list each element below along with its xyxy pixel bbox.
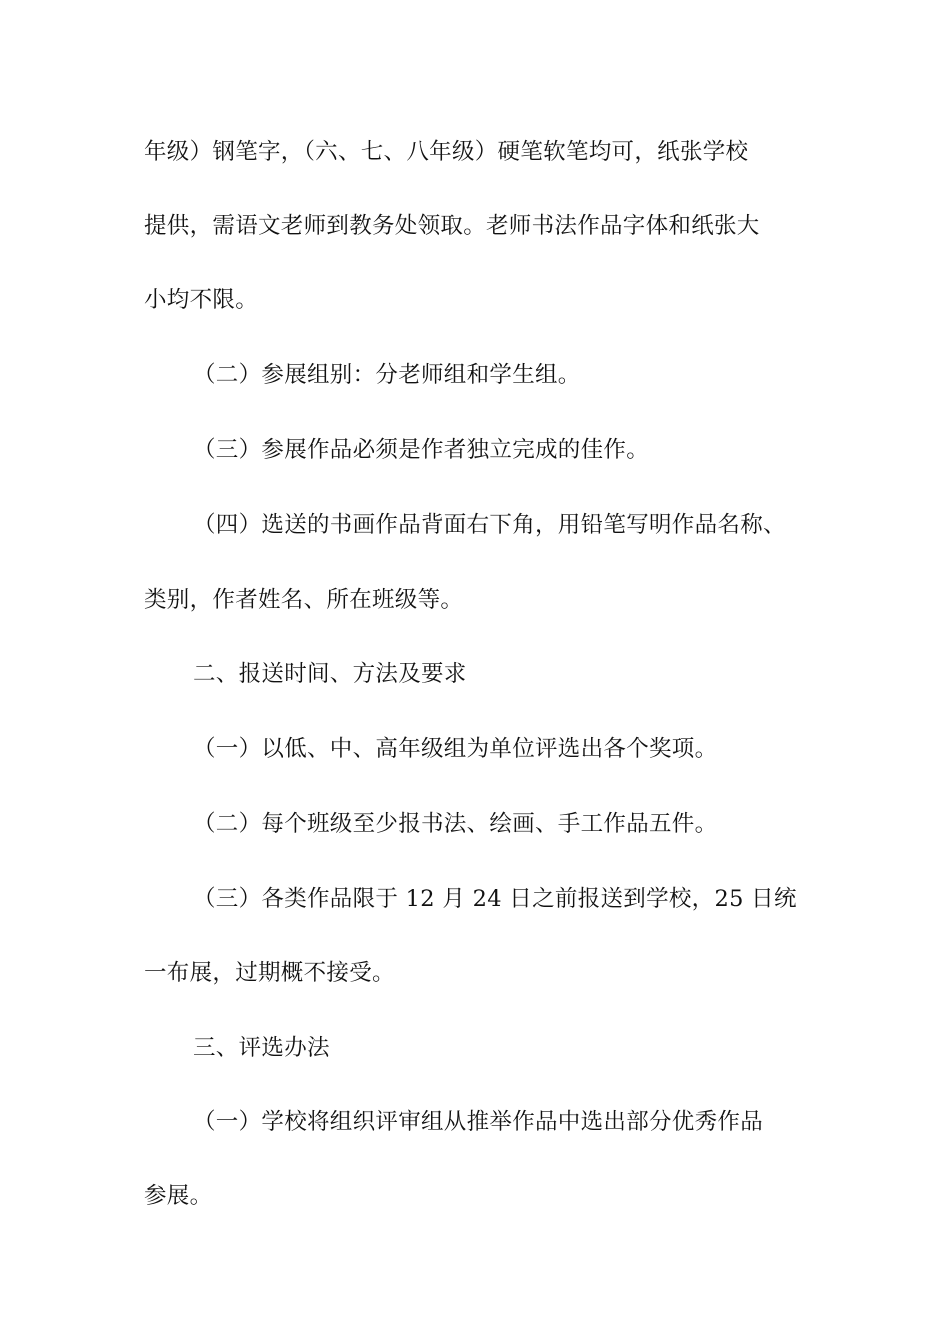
text-line: 年级）钢笔字，（六、七、八年级）硬笔软笔均可，纸张学校 (144, 139, 749, 165)
section-heading: 三、评选办法 (193, 1035, 330, 1061)
text-line: （一）以低、中、高年级组为单位评选出各个奖项。 (193, 736, 718, 762)
text-line: 提供，需语文老师到教务处领取。老师书法作品字体和纸张大 (144, 213, 760, 239)
text-line: （二）每个班级至少报书法、绘画、手工作品五件。 (193, 811, 718, 837)
text-line: 参展。 (144, 1183, 213, 1209)
text-line: 一布展，过期概不接受。 (144, 960, 395, 986)
text-line: （三）各类作品限于 12 月 24 日之前报送到学校，25 日统 (193, 886, 797, 912)
text-line: （四）选送的书画作品背面右下角，用铅笔写明作品名称、 (193, 512, 786, 538)
text-line: 类别，作者姓名、所在班级等。 (144, 587, 464, 613)
text-line: （二）参展组别：分老师组和学生组。 (193, 362, 581, 388)
section-heading: 二、报送时间、方法及要求 (193, 661, 467, 687)
text-line: 小均不限。 (144, 287, 259, 313)
text-line: （三）参展作品必须是作者独立完成的佳作。 (193, 437, 650, 463)
text-line: （一）学校将组织评审组从推举作品中选出部分优秀作品 (193, 1109, 764, 1135)
